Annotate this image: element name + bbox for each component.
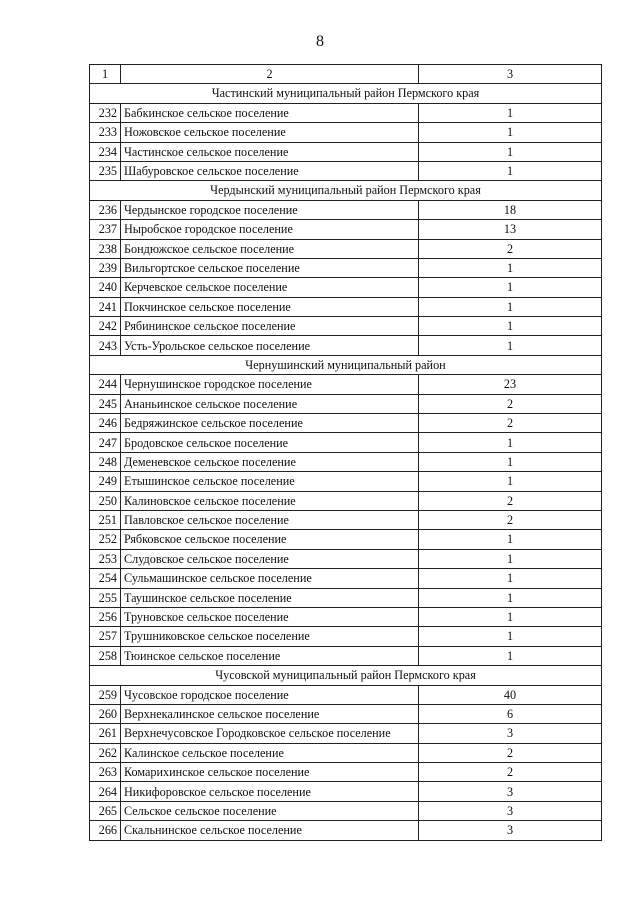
table-row [90,297,602,316]
settlement-name: Трушниковское сельское поселение [121,627,419,646]
settlement-name: Верхнекалинское сельское поселение [121,704,419,723]
table-row [90,414,602,433]
settlement-count: 1 [419,569,602,588]
table-row [90,317,602,336]
settlement-count: 1 [419,627,602,646]
settlement-name: Труновское сельское поселение [121,607,419,626]
table-row [90,607,602,626]
row-number: 246 [90,414,121,433]
table-row [90,704,602,723]
settlement-name: Керчевское сельское поселение [121,278,419,297]
settlement-count: 1 [419,142,602,161]
settlement-name: Усть-Урольское сельское поселение [121,336,419,355]
table-row [90,336,602,355]
settlement-count: 1 [419,317,602,336]
settlement-count: 1 [419,336,602,355]
settlement-count: 3 [419,782,602,801]
settlement-count: 1 [419,549,602,568]
table-row [90,258,602,277]
settlement-name: Бедряжинское сельское поселение [121,414,419,433]
settlement-count: 1 [419,161,602,180]
table-row [90,394,602,413]
column-header-number: 1 [90,65,121,84]
table-row [90,433,602,452]
row-number: 259 [90,685,121,704]
row-number: 258 [90,646,121,665]
settlement-count: 2 [419,510,602,529]
row-number: 245 [90,394,121,413]
settlement-count: 1 [419,297,602,316]
table-row [90,569,602,588]
row-number: 244 [90,375,121,394]
row-number: 266 [90,821,121,840]
settlement-name: Ныробское городское поселение [121,220,419,239]
row-number: 251 [90,510,121,529]
settlement-name: Покчинское сельское поселение [121,297,419,316]
row-number: 249 [90,472,121,491]
row-number: 261 [90,724,121,743]
section-row [90,355,602,374]
settlement-name: Скальнинское сельское поселение [121,821,419,840]
settlement-count: 1 [419,452,602,471]
row-number: 234 [90,142,121,161]
settlement-name: Чернушинское городское поселение [121,375,419,394]
settlement-name: Деменевское сельское поселение [121,452,419,471]
table-row [90,161,602,180]
settlement-count: 2 [419,491,602,510]
settlement-count: 1 [419,433,602,452]
row-number: 254 [90,569,121,588]
settlement-name: Вильгортское сельское поселение [121,258,419,277]
table-row [90,685,602,704]
table-row [90,763,602,782]
row-number: 262 [90,743,121,762]
settlement-count: 23 [419,375,602,394]
row-number: 236 [90,200,121,219]
row-number: 240 [90,278,121,297]
table-row [90,627,602,646]
row-number: 255 [90,588,121,607]
settlement-count: 1 [419,588,602,607]
section-row [90,666,602,685]
settlement-count: 1 [419,278,602,297]
table-row [90,239,602,258]
settlement-count: 2 [419,763,602,782]
settlement-count: 18 [419,200,602,219]
settlement-count: 2 [419,414,602,433]
table-row [90,123,602,142]
settlement-name: Ножовское сельское поселение [121,123,419,142]
table-row [90,743,602,762]
settlement-count: 3 [419,724,602,743]
row-number: 263 [90,763,121,782]
table-row [90,588,602,607]
settlement-name: Калиновское сельское поселение [121,491,419,510]
section-title: Частинский муниципальный район Пермского края [90,84,602,103]
row-number: 248 [90,452,121,471]
table-row [90,782,602,801]
table-body [90,65,602,841]
settlement-name: Шабуровское сельское поселение [121,161,419,180]
settlement-name: Бродовское сельское поселение [121,433,419,452]
row-number: 253 [90,549,121,568]
settlement-count: 6 [419,704,602,723]
settlement-name: Етышинское сельское поселение [121,472,419,491]
settlement-name: Ананьинское сельское поселение [121,394,419,413]
row-number: 264 [90,782,121,801]
settlement-name: Частинское сельское поселение [121,142,419,161]
section-title: Чердынский муниципальный район Пермского края [90,181,602,200]
settlement-count: 1 [419,472,602,491]
settlement-count: 1 [419,530,602,549]
table-row [90,220,602,239]
settlement-name: Никифоровское сельское поселение [121,782,419,801]
settlement-count: 2 [419,743,602,762]
settlement-name: Бондюжское сельское поселение [121,239,419,258]
row-number: 256 [90,607,121,626]
settlement-name: Сельское сельское поселение [121,801,419,820]
page-number: 8 [316,33,324,50]
settlement-name: Павловское сельское поселение [121,510,419,529]
table-header-row [90,65,602,84]
settlement-name: Бабкинское сельское поселение [121,103,419,122]
settlements-table [89,64,602,841]
section-row [90,181,602,200]
settlement-count: 1 [419,607,602,626]
settlement-count: 1 [419,258,602,277]
table-row [90,530,602,549]
table-row [90,472,602,491]
row-number: 233 [90,123,121,142]
row-number: 250 [90,491,121,510]
table-row [90,491,602,510]
column-header-count: 3 [419,65,602,84]
row-number: 247 [90,433,121,452]
table-row [90,278,602,297]
settlement-count: 40 [419,685,602,704]
settlement-count: 13 [419,220,602,239]
settlement-name: Тюинское сельское поселение [121,646,419,665]
settlement-count: 2 [419,394,602,413]
column-header-name: 2 [121,65,419,84]
settlement-count: 2 [419,239,602,258]
table-row [90,510,602,529]
settlement-name: Слудовское сельское поселение [121,549,419,568]
table-row [90,142,602,161]
settlement-count: 3 [419,821,602,840]
table-row [90,103,602,122]
settlement-count: 1 [419,103,602,122]
table-row [90,801,602,820]
table-row [90,724,602,743]
settlement-name: Верхнечусовское Городковское сельское поселение [121,724,419,743]
row-number: 265 [90,801,121,820]
section-title: Чусовской муниципальный район Пермского края [90,666,602,685]
row-number: 260 [90,704,121,723]
table-row [90,452,602,471]
row-number: 232 [90,103,121,122]
settlement-name: Рябининское сельское поселение [121,317,419,336]
row-number: 242 [90,317,121,336]
settlement-count: 1 [419,646,602,665]
row-number: 252 [90,530,121,549]
settlement-name: Калинское сельское поселение [121,743,419,762]
settlement-name: Рябковское сельское поселение [121,530,419,549]
table-row [90,200,602,219]
row-number: 241 [90,297,121,316]
table-row [90,375,602,394]
settlement-name: Таушинское сельское поселение [121,588,419,607]
table-row [90,646,602,665]
row-number: 235 [90,161,121,180]
row-number: 237 [90,220,121,239]
settlement-count: 1 [419,123,602,142]
row-number: 238 [90,239,121,258]
settlement-name: Сульмашинское сельское поселение [121,569,419,588]
row-number: 243 [90,336,121,355]
section-title: Чернушинский муниципальный район [90,355,602,374]
settlement-count: 3 [419,801,602,820]
settlement-name: Чердынское городское поселение [121,200,419,219]
row-number: 239 [90,258,121,277]
row-number: 257 [90,627,121,646]
settlement-name: Чусовское городское поселение [121,685,419,704]
table-row [90,549,602,568]
section-row [90,84,602,103]
settlement-name: Комарихинское сельское поселение [121,763,419,782]
table-row [90,821,602,840]
